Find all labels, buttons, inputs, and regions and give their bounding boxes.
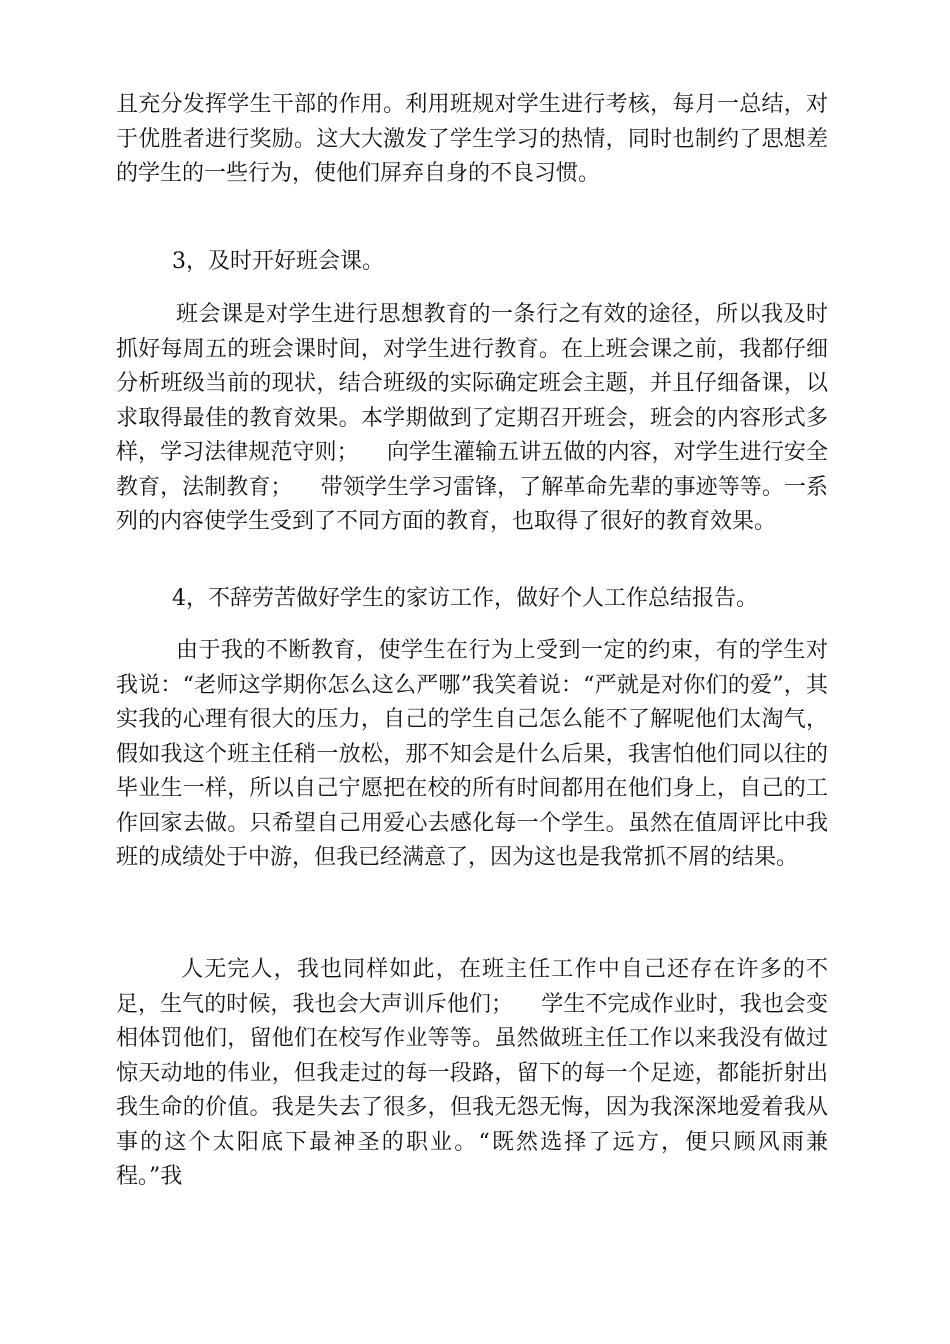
paragraph-education: 由于我的不断教育，使学生在行为上受到一定的约束，有的学生对我说：“老师这学期你怎么这么严哪”我笑着说：“严就是对你们的爱”，其实我的心理有很大的压力，自己的学生自己怎么能不了解呢他们太淘气，假如我这个班主任稍一放松，那不知会是什么后果，我害怕他们同以往的毕业生一样，所以自己宁愿把在校的所有时间都用在他们身上，自己的工作回家去做。只希望自己用爱心去感化每一个学生。虽然在值周评比中我班的成绩处于中游，但我已经满意了，因为这也是我常抓不屑的结果。 [116,638,828,870]
paragraph-heading-4: 4，不辞劳苦做好学生的家访工作，做好个人工作总结报告。 [116,586,758,611]
paragraph-class-meeting: 班会课是对学生进行思想教育的一条行之有效的途径，所以我及时抓好每周五的班会课时间，对学生进行教育。在上班会课之前，我都仔细分析班级当前的现状，结合班级的实际确定班会主题，并且仔细备课，以求取得最佳的教育效果。本学期做到了定期召开班会，班会的内容形式多样，学习法律规范守则； 向学生灌输五讲五做的内容，对学生进行安全教育，法制教育； 带领学生学习雷锋，了解革命先辈的事迹等等。一系列的内容使学生受到了不同方面的教育，也取得了很好的教育效果。 [116,302,828,534]
paragraph-heading-3: 3，及时开好班会课。 [116,249,384,274]
paragraph-self-reflection: 人无完人，我也同样如此，在班主任工作中自己还存在许多的不足，生气的时候，我也会大声训斥他们； 学生不完成作业时，我也会变相体罚他们，留他们在校写作业等等。虽然做班主任工作以来我没有做过惊天动地的伟业，但我走过的每一段路，留下的每一个足迹，都能折射出我生命的价值。我是失去了很多，但我无怨无悔，因为我深深地爱着我从事的这个太阳底下最神圣的职业。“既然选择了远方，便只顾风雨兼程。”我 [116,957,828,1189]
paragraph-continuation: 且充分发挥学生干部的作用。利用班规对学生进行考核，每月一总结，对于优胜者进行奖励。这大大激发了学生学习的热情，同时也制约了思想差的学生的一些行为，使他们屏弃自身的不良习惯。 [116,92,828,186]
